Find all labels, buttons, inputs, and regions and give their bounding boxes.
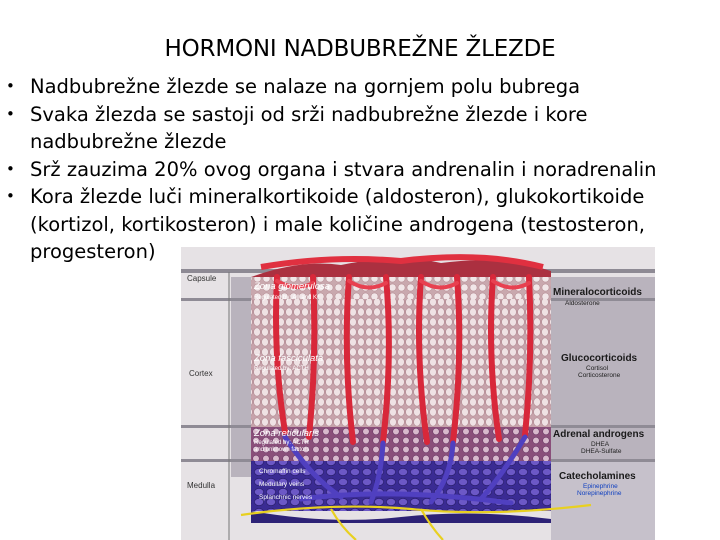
zone-glomerulosa-label: Zona glomerulosa [254,281,331,292]
zone-reticularis-label: Zona reticularis [254,428,319,439]
chromaffin-cells-label: Chromaffin cells [259,468,306,475]
cortisol-label: Cortisol [586,365,609,372]
epinephrine-label: Epinephrine [583,483,618,490]
mineralocorticoids-label: Mineralocorticoids [553,287,642,298]
zone-glomerulosa-regulation: Regulated by: AII and K⁺ [254,295,321,301]
dhea-label: DHEA [591,441,610,448]
dhea-sulfate-label: DHEA-Sulfate [581,448,622,455]
adrenal-androgens-label: Adrenal androgens [553,429,645,440]
glucocorticoids-label: Glucocorticoids [561,353,638,364]
zone-reticularis-regulation: Regulated by: ACTH [254,440,309,446]
bullet-list [6,73,718,266]
medulla-label: Medulla [187,481,216,490]
catecholamines-label: Catecholamines [559,471,636,482]
zone-reticularis-regulation-2: and unknown factors [254,447,310,453]
norepinephrine-label: Norepinephrine [577,490,622,497]
capsule-label: Capsule [187,274,217,283]
aldosterone-label: Aldosterone [565,300,600,307]
slide-title: HORMONI NADBUBREŽNE ŽLEZDE [164,36,556,62]
medullary-veins-label: Medullary veins [259,481,305,488]
bullet-item: • Srž zauzima 20% ovog organa i stvara andrenalin i noradrenalin [6,156,718,184]
bullet-item: • Kora žlezde luči mineralkortikoide (aldosteron), glukokortikoide (kortizol, kortikosteron) i male količine androgena (testosteron, progesteron) [6,183,718,266]
zone-fasciculata-label: Zona fasciculata [254,353,324,364]
splanchnic-nerves-label: Splanchnic nerves [259,494,313,501]
adrenal-cortex-diagram [181,247,655,540]
bullet-item: • Svaka žlezda se sastoji od srži nadbubrežne žlezde i kore nadbubrežne žlezde [6,101,718,156]
corticosterone-label: Corticosterone [578,372,621,379]
cortex-label: Cortex [189,369,213,378]
zone-fasciculata-regulation: Regulated by: ACTH [254,366,309,372]
bullet-item: • Nadbubrežne žlezde se nalaze na gornjem polu bubrega [6,73,718,101]
